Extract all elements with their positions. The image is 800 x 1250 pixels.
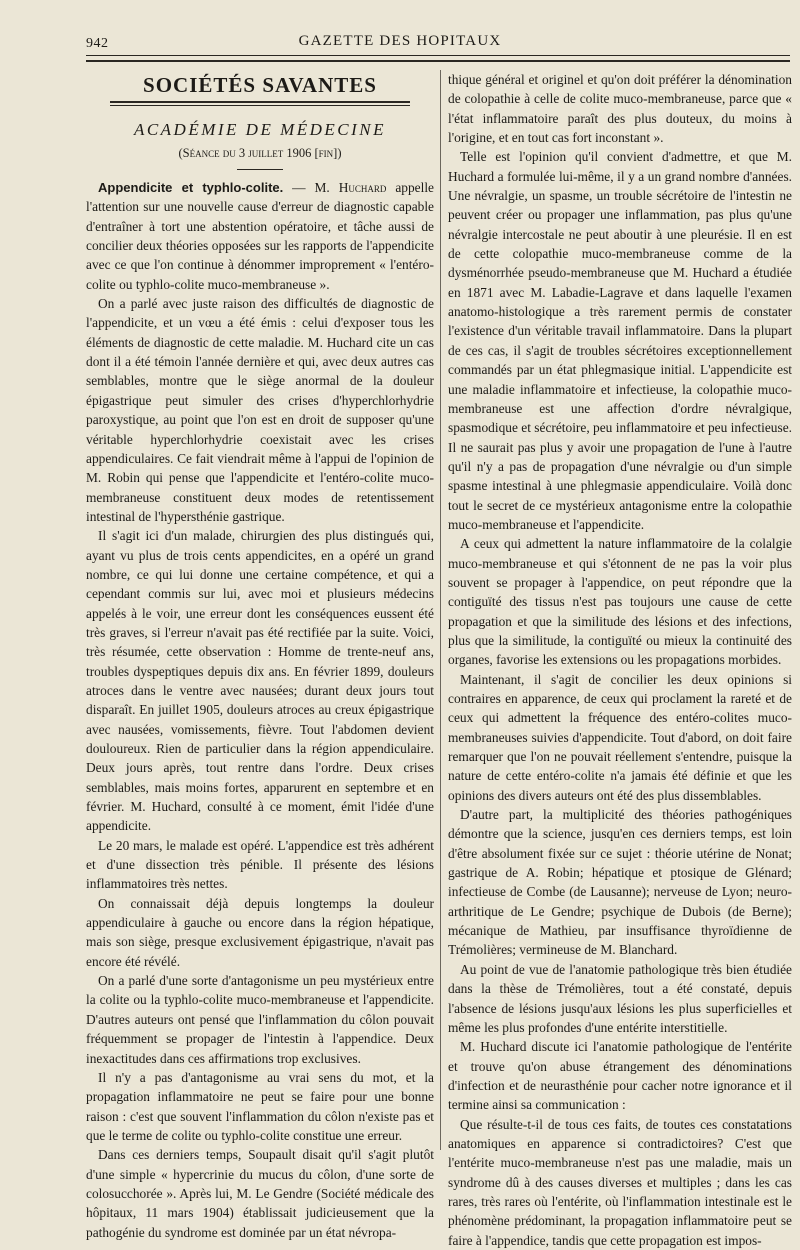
paragraph: Au point de vue de l'anatomie pathologique très bien étudiée dans la thèse de Trémolières, tout a été constaté, depuis l'absence de lésions jusqu'aux lésions les plus superficielles et même les plus profondes d'une entérite interstitielle. [448,961,792,1035]
article-title: Appendicite et typhlo-colite. [98,180,284,196]
header-rule [86,55,790,56]
paragraph: Le 20 mars, le malade est opéré. L'appendice est très adhérent et d'une dissection très pénible. Il présente des lésions inflammatoires très nettes. [86,837,434,892]
paragraph: thique général et originel et qu'on doit préférer la dénomination de colopathie à celle de colite muco-membraneuse, parce que « l'état inflammatoire paraît des plus douteux, du moins à l'origine, et en tout cas fort inconstant ». [448,72,792,146]
running-title: GAZETTE DES HOPITAUX [298,33,502,49]
left-column [86,70,434,1242]
paragraph: M. Huchard discute ici l'anatomie pathologique de l'entérite et trouve qu'on abuse étrangement des dénominations d'infection et de neurasthénie pour cacher notre ignorance et il termine ainsi sa communication : [448,1039,792,1113]
title-rule [110,101,410,103]
session-line: (Séance du 3 juillet 1906 [fin]) [178,145,342,160]
paragraph: On connaissait déjà depuis longtemps la douleur appendiculaire à gauche ou encore dans la région hépatique, mais son siège, presque exclusivement épigastrique, n'avait pas encore été révélé. [86,895,434,969]
column-divider [440,70,441,1150]
short-divider [237,169,283,170]
author-name: Huchard [338,180,387,196]
paragraph: On a parlé avec juste raison des difficultés de diagnostic de l'appendicite, et un vœu a été émis : celui d'exposer tous les éléments de diagnostic de cette maladie. M. Huchard cite un cas dont il a été témoin l'année dernière et qui, avec deux autres cas semblables, montre que le siège anormal de la douleur épigastrique peut simuler des crises d'hyperchlorhydrie paroxystique, au point que l'on est en droit de supposer qu'une véritable hyperchlorhydrie coexistait avec les crises appendiculaires. Ce fait viendrait même à l'appui de l'opinion de M. Robin qui pense que l'appendicite et l'entéro-colite muco-membraneuse constituent deux modes de retentissement intestinal de l'hypersthénie gastrique. [86,296,434,524]
lead-text: appelle l'attention sur une nouvelle cause d'erreur de diagnostic capable d'entraîner à tort une abstention opératoire, et tâche aussi de concilier deux théories opposées sur les rapports de l'appendicite avec ce que l'on continue à dénommer improprement « l'entéro-colite ou typhlo-colite muco-membraneuse ». [86,180,434,292]
lead-paragraph [86,178,434,294]
paragraph: Il s'agit ici d'un malade, chirurgien des plus distingués qui, ayant vu plus de trois cents appendicites, en a opéré un grand nombre, ce qui lui donne une certaine compétence, et qui a cependant commis sur lui, avec moi et plusieurs médecins appelés à le voir, une erreur dont les conséquences eussent été très graves, si l'erreur n'avait pas été rectifiée par la suite. Voici, très résumée, cette observation : Homme de trente-neuf ans, troubles dyspeptiques depuis dix ans. En février 1899, douleurs atroces dans le ventre avec nausées; durant deux jours tout disparaît. En juillet 1905, douleurs atroces au creux épigastrique avec nausées, vomissements, fièvre. Tout l'abdomen devient douloureux. Rien de particulier dans la région appendiculaire. Deux jours après, tout rentre dans l'ordre. Deux crises semblables, mais moins fortes, apparurent en septembre et en février. M. Huchard, consulté à ce moment, émit l'idée d'une appendicite. [86,528,434,834]
paragraph: A ceux qui admettent la nature inflammatoire de la colalgie muco-membraneuse et qui s'étonnent de ne pas la voir plus souvent se propager à l'appendice, on peut répondre que la contiguïté des tissus n'est pas toujours une cause de cette propagation et que la similitude des lésions et des infections, plus que la similitude, la contiguïté ou mieux la continuité des organes, favorise les extensions ou les propagations morbides. [448,536,792,668]
paragraph: Dans ces derniers temps, Soupault disait qu'il s'agit plutôt d'une simple « hypercrinie du mucus du côlon, d'une sorte de colosucchorée ». Après lui, M. Le Gendre (Société médicale des hôpitaux, 11 mars 1904) établissait judicieusement que la pathogénie du syndrome est dominée par un état névropa- [86,1147,434,1240]
section-title: SOCIÉTÉS SAVANTES [143,73,377,97]
right-column [448,70,792,1250]
page-number: 942 [86,36,109,51]
paragraph: Que résulte-t-il de tous ces faits, de toutes ces constatations anatomiques en apparence si contradictoires? C'est que l'entérite muco-membraneuse n'est pas une maladie, mais un syndrome dû à des causes diverses et multiples ; dans les cas rares, très rares où l'entérite, où l'inflammation intestinale est le phénomène prédominant, la propagation inflammatoire peut se faire à l'appendice, tandis que cette propagation est impos- [448,1116,792,1248]
paragraph: On a parlé d'une sorte d'antagonisme un peu mystérieux entre la colite ou la typhlo-colite muco-membraneuse et l'appendicite. D'autres auteurs ont pensé que l'inflammation du côlon pouvait fréquemment se propager de l'intestin à l'appendice. Deux inexactitudes dans ces affirmations trop exclusives. [86,973,434,1066]
paragraph: Telle est l'opinion qu'il convient d'admettre, et que M. Huchard a formulée lui-même, il y a un grand nombre d'années. Une névralgie, un spasme, un trouble sécrétoire de l'intestin ne peuvent créer ou propager une inflammation, pas plus qu'une névralgie intercostale ne peut aboutir à une pleurésie. Il en est de cette colopathie muco-membraneuse comme de la dysménorrhée pseudo-membraneuse que M. Huchard a étudiée en 1871 avec M. Labadie-Lagrave et dans laquelle l'examen anatomo-histologique a très rarement permis de constater l'existence d'un véritable travail inflammatoire. Dans la plupart de ces cas, il s'agit de troubles sécrétoires exceptionnellement commandés par un état phlegmasique initial. L'appendicite est une maladie inflammatoire et infectieuse, la colopathie muco-membraneuse est une affection d'ordre névralgique, spasmodique et sécrétoire, peu inflammatoire et peu infectieuse. Il ne saurait pas plus y avoir une propagation de l'une à l'autre qu'il n'y a pas de propagation d'une névralgie ou d'un simple spasme intestinal à une phlegmasie appendiculaire. Voilà donc tout le secret de ce mystérieux antagonisme entre la colopathie muco-membraneuse et l'appendicite. [448,149,792,532]
title-rule-thin [110,105,410,106]
header-rule-thick [86,60,790,62]
paragraph: Maintenant, il s'agit de concilier les deux opinions si contraires en apparence, de ceux qui proclament la rareté et de ceux qui admettent la fréquence des entéro-colites muco-membraneuses suivies d'appendicite. Tout d'abord, on doit faire remarquer que l'on ne pouvait réellement s'entendre, puisque la nature de cette entéro-colite n'a jamais été définie et que les opinions des divers auteurs ont été des plus dissemblables. [448,671,792,803]
academy-heading: ACADÉMIE DE MÉDECINE [133,120,387,140]
lead-dash: — M. [283,180,339,196]
paragraph: Il n'y a pas d'antagonisme au vrai sens du mot, et la propagation inflammatoire ne peut se faire pour une bonne raison : c'est que souvent l'inflammation du côlon n'existe pas et que le terme de colite ou typhlo-colite constitue une erreur. [86,1069,434,1143]
paragraph: D'autre part, la multiplicité des théories pathogéniques démontre que la science, jusqu'en ces derniers temps, est loin d'être absolument fixée sur ce sujet : théorie utérine de Nonat; gastrique de A. Robin; hépatique et ptosique de Glénard; infectieuse de Combe (de Lausanne); nerveuse de Lyon; neuro-arthritique de Le Gendre; psychique de Dubois (de Berne); mécanique de Mathieu, par insuffisance thyroïdienne de Trémolières; vermineuse de M. Blanchard. [448,807,792,958]
